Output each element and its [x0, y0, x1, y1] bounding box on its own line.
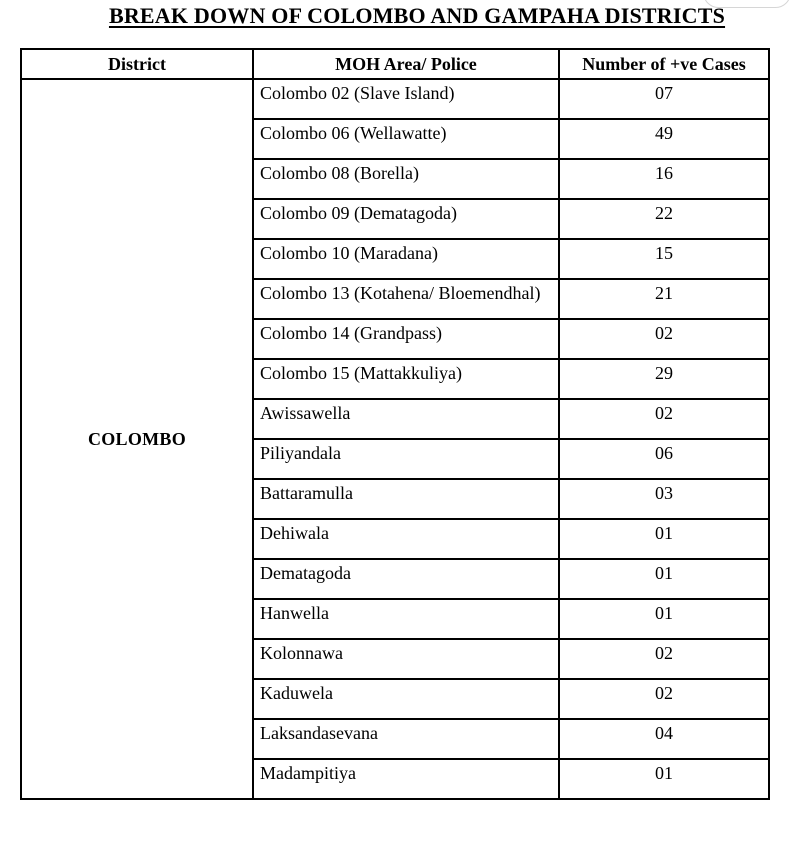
- districts-table: [20, 48, 770, 800]
- cases-count-cell: 02: [559, 679, 769, 719]
- table-row: [21, 79, 769, 119]
- cases-count-cell: 02: [559, 639, 769, 679]
- moh-area-cell: Awissawella: [253, 399, 559, 439]
- header-moh-area: MOH Area/ Police: [253, 49, 559, 79]
- cases-count-cell: 01: [559, 559, 769, 599]
- moh-area-cell: Dematagoda: [253, 559, 559, 599]
- moh-area-cell: Colombo 09 (Dematagoda): [253, 199, 559, 239]
- moh-area-cell: Dehiwala: [253, 519, 559, 559]
- table-body: [21, 79, 769, 799]
- moh-area-cell: Colombo 06 (Wellawatte): [253, 119, 559, 159]
- header-cases: Number of +ve Cases: [559, 49, 769, 79]
- cases-count-cell: 06: [559, 439, 769, 479]
- cases-count-cell: 03: [559, 479, 769, 519]
- moh-area-cell: Colombo 10 (Maradana): [253, 239, 559, 279]
- district-cell: COLOMBO: [21, 79, 253, 799]
- document-title: BREAK DOWN OF COLOMBO AND GAMPAHA DISTRICTS: [108, 3, 726, 28]
- cases-count-cell: 01: [559, 599, 769, 639]
- moh-area-cell: Piliyandala: [253, 439, 559, 479]
- cases-count-cell: 02: [559, 319, 769, 359]
- cases-count-cell: 49: [559, 119, 769, 159]
- cases-count-cell: 16: [559, 159, 769, 199]
- header-row: [21, 49, 769, 79]
- cases-count-cell: 22: [559, 199, 769, 239]
- moh-area-cell: Colombo 15 (Mattakkuliya): [253, 359, 559, 399]
- cases-count-cell: 04: [559, 719, 769, 759]
- cases-count-cell: 01: [559, 759, 769, 799]
- moh-area-cell: Colombo 13 (Kotahena/ Bloemendhal): [253, 279, 559, 319]
- moh-area-cell: Battaramulla: [253, 479, 559, 519]
- cases-count-cell: 07: [559, 79, 769, 119]
- moh-area-cell: Colombo 02 (Slave Island): [253, 79, 559, 119]
- moh-area-cell: Hanwella: [253, 599, 559, 639]
- header-district: District: [21, 49, 253, 79]
- moh-area-cell: Kolonnawa: [253, 639, 559, 679]
- cases-count-cell: 21: [559, 279, 769, 319]
- moh-area-cell: Colombo 14 (Grandpass): [253, 319, 559, 359]
- cases-count-cell: 29: [559, 359, 769, 399]
- moh-area-cell: Madampitiya: [253, 759, 559, 799]
- moh-area-cell: Kaduwela: [253, 679, 559, 719]
- cases-count-cell: 01: [559, 519, 769, 559]
- cases-count-cell: 15: [559, 239, 769, 279]
- moh-area-cell: Laksandasevana: [253, 719, 559, 759]
- moh-area-cell: Colombo 08 (Borella): [253, 159, 559, 199]
- cases-count-cell: 02: [559, 399, 769, 439]
